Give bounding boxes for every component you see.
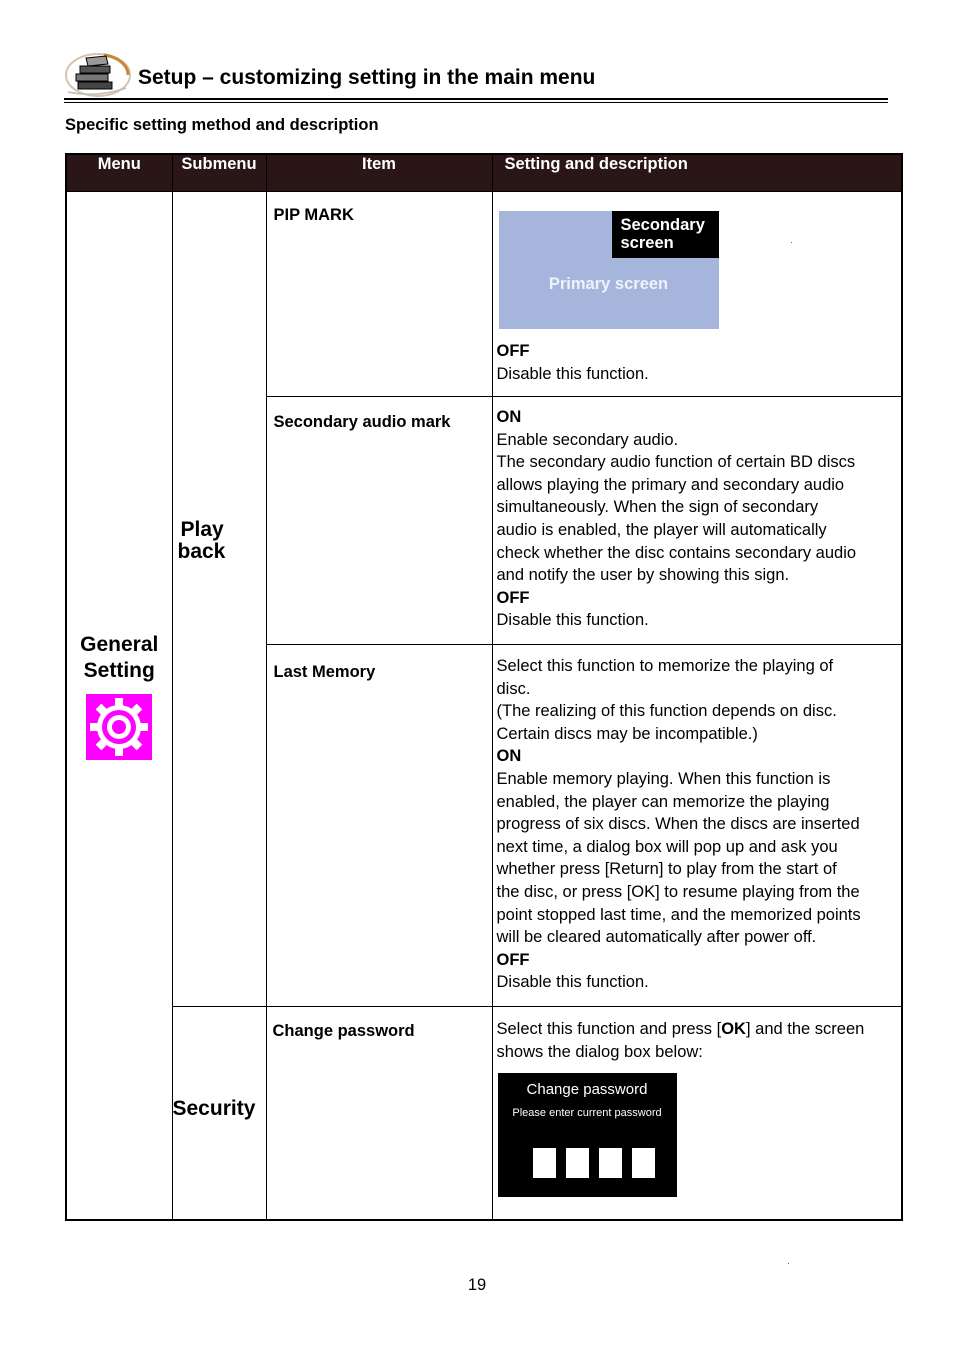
desc-line: audio is enabled, the player will automatically [496,520,827,539]
desc-line: Enable secondary audio. [496,430,679,449]
gear-icon [86,694,152,760]
desc-line: the disc, or press [OK] to resume playing from the [496,882,860,901]
pip-secondary-screen: Secondary screen [612,211,719,258]
submenu-label-playback: Play back [177,518,226,563]
change-password-dialog [498,1073,677,1197]
desc-line: Select this function to memorize the playing of [496,657,834,675]
password-digit-boxes [533,1148,655,1178]
submenu-cell-security [172,1007,266,1220]
option-on-label: ON [496,747,522,766]
password-digit-box [566,1148,589,1178]
page-header [64,52,888,104]
dialog-title: Change password [526,1081,648,1099]
pip-diagram [499,211,719,329]
option-off-label: OFF [496,950,530,969]
desc-line: Enable memory playing. When this function is [496,769,831,788]
section-subtitle: Specific setting method and description [65,116,379,134]
settings-table [65,153,903,1221]
desc-line: point stopped last time, and the memorized points [496,905,861,924]
dialog-hint: Please enter current password [512,1107,662,1120]
option-off-desc: Disable this function. [496,364,649,383]
description-cell-secondary-audio [492,397,902,645]
item-cell-secondary-audio [266,397,492,645]
option-on-label: ON [496,408,522,426]
desc-line: The secondary audio function of certain BD discs [496,453,856,472]
item-label-secondary-audio: Secondary audio mark [273,413,451,431]
speck [791,242,792,243]
desc-line: will be cleared automatically after power off. [496,928,817,947]
menu-cell-general-setting [66,192,172,1220]
desc-line: enabled, the player can memorize the playing [496,792,830,811]
desc-line: next time, a dialog box will pop up and ask you [496,837,838,856]
option-off-desc: Disable this function. [496,611,649,630]
speck [788,1263,789,1264]
header-item: Item [266,154,492,192]
change-password-description: Select this function and press [OK] and the screen shows the dialog box below: [496,1020,865,1061]
submenu-cell-playback [172,192,266,1007]
item-cell-pip-mark [266,192,492,397]
description-cell-change-password [492,1007,902,1220]
header-menu: Menu [66,154,172,192]
option-off-label: OFF [496,342,530,360]
submenu-label-security: Security [172,1096,256,1120]
description-cell-pip-mark [492,192,902,397]
desc-line: simultaneously. When the sign of secondary [496,498,819,517]
header-setting-description: Setting and description [492,154,902,192]
password-digit-box [632,1148,655,1178]
option-off-label: OFF [496,588,530,607]
pip-mark-options [493,340,902,385]
desc-line: allows playing the primary and secondary audio [496,475,845,494]
table-header-row [66,154,902,192]
pip-primary-screen: Primary screen [548,275,669,293]
option-off-desc: Disable this function. [496,973,649,992]
desc-line: whether press [Return] to play from the start of [496,860,837,879]
menu-label: General Setting [80,633,159,683]
desc-line: check whether the disc contains secondary audio [496,543,857,562]
desc-line: Certain discs may be incompatible.) [496,724,758,743]
table-row-pip-mark [66,192,902,397]
password-digit-box [599,1148,622,1178]
item-label-last-memory: Last Memory [273,663,376,681]
item-cell-change-password [266,1007,492,1220]
desc-line: progress of six discs. When the discs are inserted [496,815,860,834]
secondary-audio-description [493,397,902,632]
password-digit-box [533,1148,556,1178]
item-cell-last-memory [266,645,492,1007]
desc-line: disc. [496,679,531,698]
desc-line: (The realizing of this function depends on disc. [496,702,837,721]
desc-line: and notify the user by showing this sign. [496,566,790,585]
header-submenu: Submenu [172,154,266,192]
description-cell-last-memory [492,645,902,1007]
page-title: Setup – customizing setting in the main menu [138,66,596,89]
item-label-change-password: Change password [272,1022,415,1040]
page-number: 19 [467,1276,487,1294]
item-label-pip-mark: PIP MARK [273,206,354,224]
header-rule-thin [64,102,888,103]
books-icon [64,52,132,98]
header-rule [64,98,888,100]
table-row-change-password [66,1007,902,1220]
last-memory-description [493,645,902,994]
ok-key-label: OK [721,1020,746,1038]
